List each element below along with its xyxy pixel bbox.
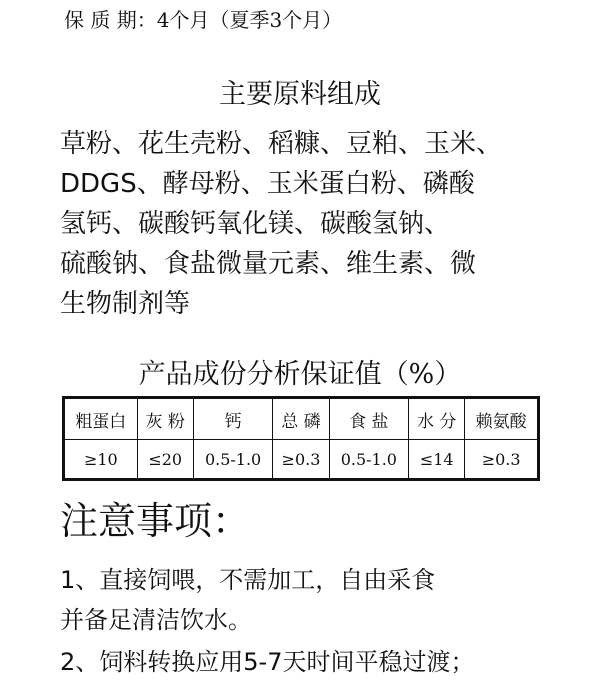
value-ash: ≤20 — [137, 440, 193, 480]
header-crude-protein: 粗蛋白 — [64, 398, 138, 440]
table-row — [64, 440, 539, 480]
ingredients-line: 氢钙、碳酸钙氧化镁、碳酸氢钠、 — [60, 209, 451, 239]
note-item: 并备足清洁饮水。 — [60, 606, 252, 634]
note-item: 2、饲料转换应用5-7天时间平稳过渡； — [60, 648, 475, 676]
header-salt: 食 盐 — [329, 398, 409, 440]
header-total-phosphorus: 总 磷 — [273, 398, 329, 440]
header-ash: 灰 粉 — [137, 398, 193, 440]
ingredients-list — [60, 124, 540, 324]
analysis-table — [62, 396, 540, 481]
value-calcium: 0.5-1.0 — [193, 440, 273, 480]
ingredients-line: 硫酸钠、食盐微量元素、维生素、微 — [60, 249, 477, 279]
note-item: 1、直接饲喂，不需加工，自由采食 — [60, 566, 436, 594]
value-crude-protein: ≥10 — [64, 440, 138, 480]
ingredients-line: 草粉、花生壳粉、稻糠、豆粕、玉米、 — [60, 129, 503, 159]
value-total-phosphorus: ≥0.3 — [273, 440, 329, 480]
header-moisture: 水 分 — [409, 398, 465, 440]
table-header-row — [64, 398, 539, 440]
value-lysine: ≥0.3 — [465, 440, 539, 480]
value-moisture: ≤14 — [409, 440, 465, 480]
composition-heading: 主要原料组成 — [219, 79, 381, 110]
ingredients-line: DDGS、酵母粉、玉米蛋白粉、磷酸 — [60, 169, 475, 199]
analysis-heading: 产品成份分析保证值（%） — [138, 359, 462, 390]
header-calcium: 钙 — [193, 398, 273, 440]
header-lysine: 赖氨酸 — [465, 398, 539, 440]
shelf-life: 保 质 期：4个月（夏季3个月） — [64, 8, 343, 32]
ingredients-line: 生物制剂等 — [60, 289, 191, 319]
value-salt: 0.5-1.0 — [329, 440, 409, 480]
notes-heading: 注意事项： — [60, 499, 251, 543]
